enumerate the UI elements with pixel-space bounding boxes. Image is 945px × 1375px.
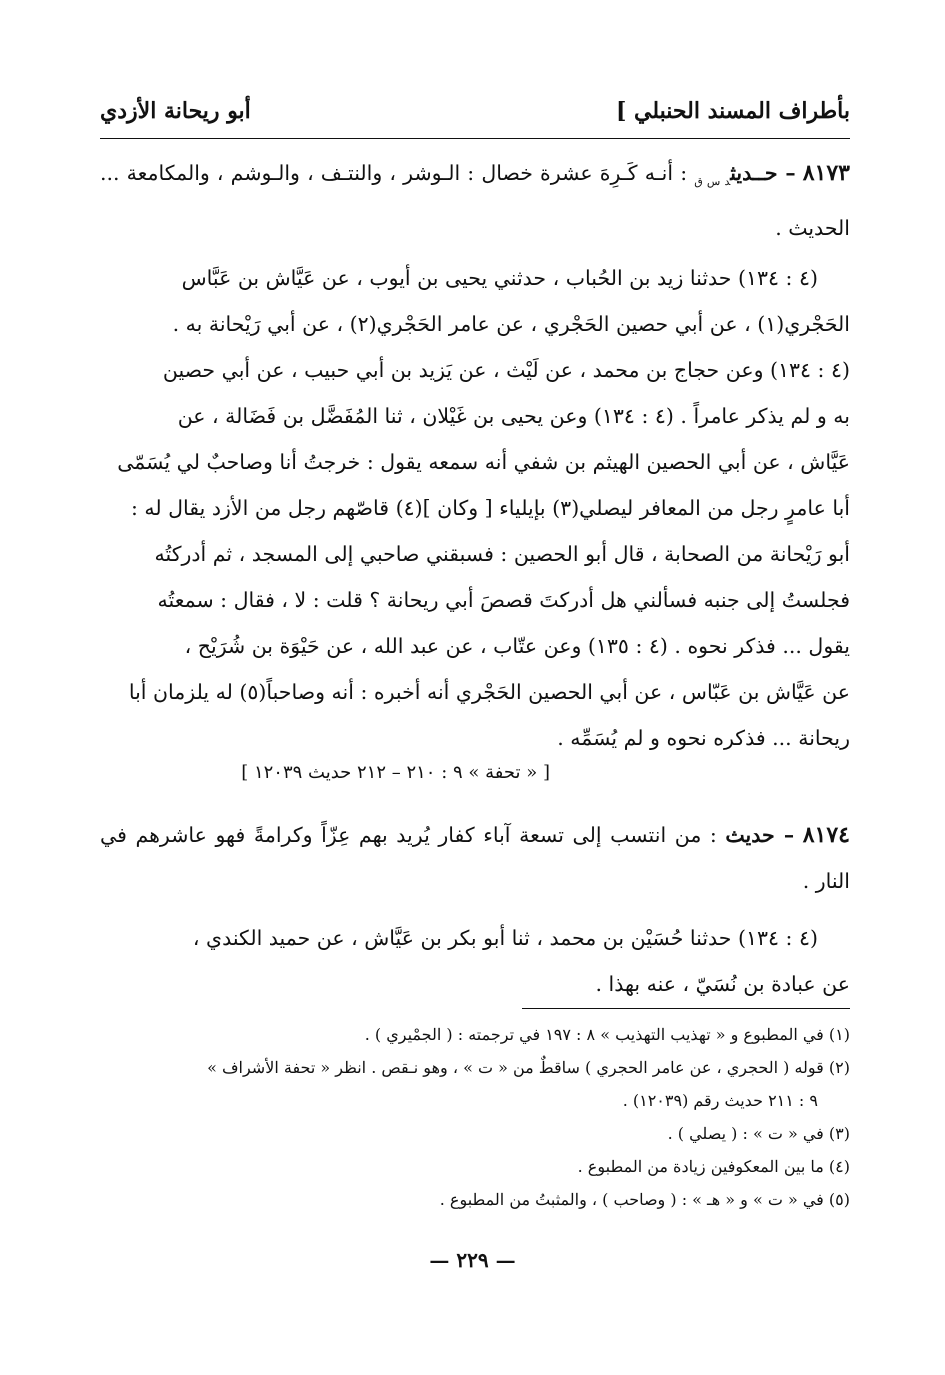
isnad-line: ريحانة ... فذكره نحوه و لم يُسَمِّه . [557,726,850,750]
isnad-line: يقول ... فذكر نحوه . (٤ : ١٣٥) وعن عتّاب ، عن عبد الله ، عن حَيْوَة بن شُرَيْح ، [184,634,850,658]
hadith-label: حديث [725,823,775,847]
footnote-rule [522,1008,850,1009]
hadith-8174-matn: ٨١٧٤ – حديث : من انتسب إلى تسعة آباء كفار يُريد بهم عِزّاً وكرامةً فهو عاشرهم في النار . [100,822,850,893]
footnote: (٥) في « ت » و « هـ » : ( وصاحب ) ، والمثبتُ من المطبوع . [439,1190,850,1209]
isnad-line: فجلستُ إلى جنبه فسألني هل أدركتَ قصصَ أبي ريحانة ؟ قلت : لا ، فقال : سمعتُه [157,588,850,612]
isnad-8173 [100,255,850,761]
isnad-line: (٤ : ١٣٤) وعن حجاج بن محمد ، عن لَيْث ، عن يَزيد بن أبي حبيب ، عن أبي حصين [162,358,850,382]
isnad-line: عَيَّاش ، عن أبي الحصين الهيثم بن شفي أنه سمعه يقول : خرجتُ أنا وصاحبٌ لي يُسَمّى [117,450,850,474]
isnad-line: به و لم يذكر عامراً . (٤ : ١٣٤) وعن يحيى بن غَيْلان ، ثنا المُفَضَّل بن فَضَالة ، عن [177,404,850,428]
isnad-line: (٤ : ١٣٤) حدثنا حُسَيْن بن محمد ، ثنا أبو بكر بن عَيَّاش ، عن حميد الكندي ، [192,926,818,950]
isnad-line: عن عَيَّاش بن عَبّاس ، عن أبي الحصين الحَجْري أنه أخبره : أنه وصاحباً(٥) له يلزمان أبا [128,680,850,704]
isnad-8174 [100,915,850,1007]
isnad-line: أبو رَيْحانة من الصحابة ، قال أبو الحصين : فسبقني صاحبي إلى المسجد ، ثم أدركتُه [154,542,850,566]
hadith-number: ٨١٧٤ [802,822,850,848]
footnotes [100,1018,850,1216]
footnote: (٢) قوله ( الحجري ، عن عامر الحجري ) ساقطٌ من « ت » ، وهو نـقص . انظر « تحفة الأشراف » [207,1058,850,1077]
isnad-line: (٤ : ١٣٤) حدثنا زيد بن الحُباب ، حدثني يحيى بن أيوب ، عن عَيَّاش بن عَبَّاس [181,266,818,290]
hadith-8174 [100,812,850,904]
header-rule [100,138,850,139]
page-number: — ٢٢٩ — [429,1248,516,1272]
isnad-line: أبا عامرٍ رجل من المعافر ليصلي(٣) بإيلياء [ وكان ](٤) قاصّهم رجل من الأزد يقال له : [130,496,850,520]
hadith-number: ٨١٧٣ [802,160,850,186]
source-reference [100,758,850,788]
hadith-text: : من انتسب إلى تسعة آباء كفار يُريد بهم عِزّاً وكرامةً فهو عاشرهم في النار . [100,823,850,893]
hadith-8173 [100,150,850,251]
hadith-text: : أنـه كَـرِهَ عشرة خصال : الـوشر ، والنتـف ، والـوشم ، والمكامعة ... الحديث . [100,161,850,241]
header-right-title: بأطراف المسند الحنبلي ] [615,98,850,124]
isnad-line: عن عبادة بن نُسَيّ ، عنه بهذا . [595,972,850,996]
footnote: (٣) في « ت » : ( يصلي ) . [667,1124,850,1143]
tuhfa-reference: [ « تحفة » ٩ : ٢١٠ – ٢١٢ حديث ١٢٠٣٩ ] [241,762,550,783]
footnote: (١) في المطبوع و « تهذيب التهذيب » ٨ : ١٩٧ في ترجمته : ( الجمْيري ) . [364,1025,850,1044]
footnote-continuation: ٩ : ٢١١ حديث رقم (١٢٠٣٩) . [622,1091,818,1110]
header-left-title: أبو ريحانة الأزدي [100,98,251,124]
hadith-8173-matn: ٨١٧٣ – حــديث$_{د س ق}$ : أنـه كَـرِهَ عشرة خصال : الـوشر ، والنتـف ، والـوشم ، والمكامعة ... الحديث . [100,160,850,241]
hadith-sigla: د س ق [694,175,731,189]
running-header [100,98,850,138]
footnote: (٤) ما بين المعكوفين زيادة من المطبوع . [577,1157,850,1176]
hadith-label: حــديث [730,161,778,185]
isnad-line: الحَجْري(١) ، عن أبي حصين الحَجْري ، عن عامر الحَجْري(٢) ، عن أبي رَيْحانة به . [172,312,850,336]
